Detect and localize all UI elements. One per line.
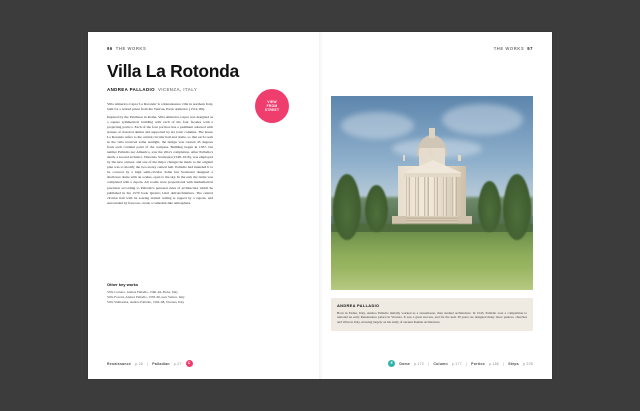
body-paragraph-1: Villa Almerico-Capra 'La Rotonda' is a Renaissance villa in northern Italy, built for a retired priest from the Vatican, Paolo Almerico (1514–89). xyxy=(107,102,213,112)
column xyxy=(415,177,419,216)
footer-ref-label[interactable]: Palladian xyxy=(152,361,170,366)
cloud xyxy=(341,112,414,139)
footer-cross-references-right xyxy=(388,360,533,367)
footer-ref-page[interactable]: p.27 xyxy=(173,361,182,366)
roof-statue xyxy=(430,150,433,156)
book-spread xyxy=(88,32,552,379)
villa-photograph xyxy=(331,96,533,290)
footer-ref-page[interactable]: p.186 xyxy=(488,361,499,366)
tree xyxy=(365,185,387,232)
body-copy xyxy=(107,102,213,209)
column xyxy=(406,177,410,216)
footer-separator: | xyxy=(428,361,430,366)
footer-ref-page[interactable]: p.172 xyxy=(414,361,425,366)
byline xyxy=(107,87,197,92)
architect-name: ANDREA PALLADIO xyxy=(107,87,155,92)
body-paragraph-2: Inspired by the Pantheon in Rome, Villa Almerico-Capra was designed as a square symmetrical building with each of the four façades with a projecting portico. Each of the four porticos has a pediment adorned with statues of classical deities and supported by six ionic columns. The house La Rotonda refers to the central circular hall and dome, so that each room in the villa received some sunlight, the design was rotated 45 degrees from each cardinal point of the compass. Building began in 1567, but neither Palladio nor Almerico, saw the villa's completion. After Palladio's death, a second architect, Vincenzo Scamozzi (1548–1616), was employed by the new owners, and one of the major changes he made to the original plan was to modify the two-storey central hall. Palladio had intended it to be covered by a high semi-circular dome but Scamozzi designed a shallower dome with an oculus, open to the sky. In the end, the dome was completed with a cupola. All rooms were proportional with mathematical precision according to Palladio's personal rules of architecture which he published in his 1570 book Quattro Libri dell'Architettura. The central circular hall with its soaring domed ceiling is topped by a cupola, and surrounded by frescoes, create a cathedral-like atmosphere. xyxy=(107,115,213,205)
tree xyxy=(333,174,361,240)
roof-statue xyxy=(403,155,406,161)
spread-gutter xyxy=(319,32,323,379)
tree xyxy=(503,174,531,240)
project-location: VICENZA, ITALY xyxy=(157,87,198,92)
footer-separator: | xyxy=(502,361,505,366)
page-number-left: 96 xyxy=(107,46,113,51)
roof-statue xyxy=(458,155,461,161)
tree xyxy=(478,181,500,231)
footer-cross-references-left xyxy=(107,360,193,367)
stamp-line-3: STREET xyxy=(264,108,280,113)
lantern xyxy=(429,128,435,138)
footer-ref-label[interactable]: Renaissance xyxy=(107,361,132,366)
column xyxy=(434,177,438,216)
architect-note-heading: ANDREA PALLADIO xyxy=(337,303,380,308)
footer-ref-page[interactable]: p.177 xyxy=(451,361,462,366)
stamp-line-1: VIEW xyxy=(267,99,277,104)
footer-ref-page[interactable]: p.26 xyxy=(135,361,143,366)
view-from-street-stamp xyxy=(255,89,289,123)
footer-badge-icon: E xyxy=(388,360,395,367)
footer-ref-page[interactable]: p.205 xyxy=(522,361,533,366)
other-key-works-heading: Other key works xyxy=(107,282,139,287)
pediment xyxy=(404,160,462,173)
footer-ref-label[interactable]: Steps xyxy=(508,361,519,366)
footer-ref-label[interactable]: Column xyxy=(433,361,448,366)
architect-note xyxy=(331,298,533,331)
stamp-line-2: FROM xyxy=(266,103,278,108)
running-head-label-left: THE WORKS xyxy=(115,46,147,51)
running-head-left xyxy=(107,46,146,51)
page-title: Villa La Rotonda xyxy=(107,61,239,81)
footer-ref-label[interactable]: Portico xyxy=(471,361,485,366)
footer-ref-label[interactable]: Dome xyxy=(399,361,411,366)
other-work-item: Villa Valmarana, Andrea Palladio, 1564–68, Vicenza, Italy xyxy=(107,299,185,304)
other-key-works xyxy=(107,282,225,305)
column xyxy=(452,177,456,216)
running-head-right xyxy=(494,46,533,51)
page-number-right: 97 xyxy=(527,46,533,51)
column xyxy=(424,177,428,216)
footer-separator: | xyxy=(465,361,468,366)
running-head-label-right: THE WORKS xyxy=(493,46,525,51)
architect-note-text: Born in Padua, Italy, Andrea Palladio initially worked as a stonemason, then studied architecture. In 1545, Palladio won a competition to remodel an early Renaissance palace in Vicenza. It was a great success, and for the next 30 years, he designed many more palaces, churches and villas in Italy, drawing largely on his study of ancient Roman architecture. xyxy=(337,310,527,325)
other-work-item: Villa Foscari, Andrea Palladio, 1558–60, near Venice, Italy xyxy=(107,294,185,299)
cloud xyxy=(442,104,523,135)
column xyxy=(443,177,447,216)
other-work-item: Villa Cornaro, Andrea Palladio, 1560–64, Piobe, Italy xyxy=(107,290,178,294)
footer-separator: | xyxy=(146,361,149,366)
lawn xyxy=(331,232,533,290)
footer-badge-icon: C xyxy=(186,360,193,367)
